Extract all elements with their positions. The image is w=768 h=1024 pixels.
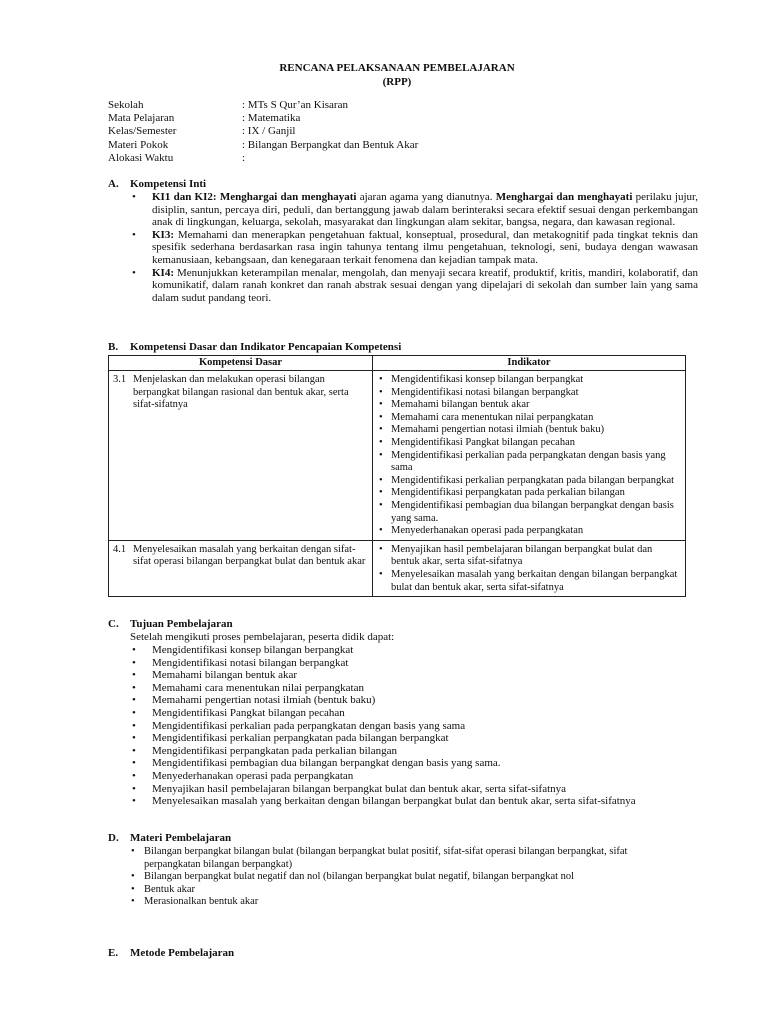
list-item: • Mengidentifikasi perkalian pada perpangkatan dengan basis yang sama [130, 720, 686, 733]
ki-text: Menunjukkan keterampilan menalar, mengolah, dan menyaji secara kreatif, produktif, kritis, mandiri, kolaboratif, dan komunikatif, dalam ranah konkret dan ranah abstrak sesuai dengan yang dipelajari di sekolah dan sumber lain yang sama dalam sudut pandang teori. [152, 266, 698, 304]
section-a-heading [108, 178, 206, 191]
list-item: • Bentuk akar [130, 884, 686, 897]
list-item: • Menyederhanakan operasi pada perpangkatan [377, 525, 682, 538]
section-title: Metode Pembelajaran [130, 947, 235, 959]
table-header-row [109, 356, 686, 371]
list-item: • Mengidentifikasi perkalian perpangkatan pada bilangan berpangkat [377, 475, 682, 488]
indikator-cell [373, 371, 686, 541]
list-item: • Mengidentifikasi perkalian perpangkatan pada bilangan berpangkat [130, 732, 686, 745]
info-label: Sekolah [108, 99, 144, 111]
list-item: • Mengidentifikasi notasi bilangan berpangkat [130, 657, 686, 670]
list-item: • Menyajikan hasil pembelajaran bilangan berpangkat bulat dan bentuk akar, serta sifat-sifatnya [377, 544, 682, 569]
list-item: • Memahami cara menentukan nilai perpangkatan [130, 682, 686, 695]
list-item: • Mengidentifikasi konsep bilangan berpangkat [130, 644, 686, 657]
section-letter: D. [108, 832, 119, 844]
kd-indikator-table [108, 355, 686, 597]
table-row [109, 540, 686, 596]
ki-emphasis: Menghargai dan menghayati [495, 191, 633, 203]
section-e-heading [108, 947, 234, 960]
column-header-kd: Kompetensi Dasar [109, 356, 373, 371]
bullet-icon: • [132, 266, 136, 279]
info-value: : [242, 151, 246, 164]
document-title [108, 61, 686, 89]
kd-text: Menyelesaikan masalah yang berkaitan dengan sifat-sifat operasi bilangan berpangkat bulat dan bentuk akar [133, 543, 366, 568]
kd-number: 4.1 [113, 543, 127, 555]
info-row [108, 125, 686, 138]
info-row [108, 112, 686, 125]
list-item: • Merasionalkan bentuk akar [130, 896, 686, 909]
ki-item-1-2 [130, 191, 698, 229]
section-letter: E. [108, 947, 119, 959]
kd-cell [109, 371, 373, 541]
list-item: • Mengidentifikasi konsep bilangan berpangkat [377, 374, 682, 387]
section-title: Tujuan Pembelajaran [130, 618, 233, 630]
section-letter: C. [108, 618, 119, 630]
section-title: Kompetensi Inti [130, 178, 207, 190]
info-value: : MTs S Qur’an Kisaran [242, 99, 348, 111]
list-item: • Menyajikan hasil pembelajaran bilangan berpangkat bulat dan bentuk akar, serta sifat-sifatnya [130, 783, 686, 796]
list-item: • Memahami pengertian notasi ilmiah (bentuk baku) [130, 694, 686, 707]
list-item: • Memahami pengertian notasi ilmiah (bentuk baku) [377, 424, 682, 437]
bullet-icon: • [132, 191, 136, 203]
tujuan-list [130, 644, 686, 808]
bullet-icon: • [132, 228, 136, 241]
list-item: • Mengidentifikasi perpangkatan pada perkalian bilangan [377, 487, 682, 500]
list-item: • Menyederhanakan operasi pada perpangkatan [130, 770, 686, 783]
kompetensi-inti-list [130, 191, 698, 304]
list-item: • Mengidentifikasi pembagian dua bilangan berpangkat dengan basis yang sama. [377, 500, 682, 525]
indikator-list [377, 544, 682, 594]
ki-item-4 [130, 267, 698, 305]
list-item: • Bilangan berpangkat bilangan bulat (bilangan berpangkat bulat positif, sifat-sifat operasi bilangan berpangkat, sifat perpangkatan bilangan berpangkat) [130, 846, 686, 871]
materi-list [130, 846, 686, 909]
ki-text: Memahami dan menerapkan pengetahuan faktual, konseptual, prosedural, dan metakognitif pada tingkat teknis dan spesifik sederhana berdasarkan rasa ingin tahunya tentang ilmu pengetahuan, teknologi, seni, budaya dengan wawasan kemanusiaan, kebangsaan, dan kenegaraan terkait fenomena dan kejadian tampak mata. [152, 228, 698, 266]
info-row [108, 139, 686, 152]
kd-cell [109, 540, 373, 596]
info-label: Kelas/Semester [108, 125, 177, 138]
list-item: • Mengidentifikasi perpangkatan pada perkalian bilangan [130, 745, 686, 758]
ki-lead: KI4: [152, 266, 174, 279]
kd-number: 3.1 [113, 374, 127, 385]
ki-emphasis: Menghargai dan menghayati [219, 191, 357, 203]
info-row [108, 99, 686, 112]
title-line-1: RENCANA PELAKSANAAN PEMBELAJARAN [279, 62, 515, 74]
info-row [108, 152, 686, 165]
ki-lead: KI3: [152, 228, 174, 241]
info-value: : Bilangan Berpangkat dan Bentuk Akar [242, 138, 419, 151]
list-item: • Memahami bilangan bentuk akar [377, 399, 682, 412]
section-title: Kompetensi Dasar dan Indikator Pencapaian Kompetensi [130, 341, 402, 353]
list-item: • Mengidentifikasi Pangkat bilangan pecahan [130, 707, 686, 720]
ki-text: perilaku jujur, disiplin, santun, percaya diri, peduli, dan bertanggung jawab dalam berinteraksi secara efektif sesuai dengan perkembangan anak di lingkungan, keluarga, sekolah, masyarakat dan lingkungan alam sekitar, bangsa, negara, dan kawasan regional. [152, 191, 699, 229]
info-label: Alokasi Waktu [108, 151, 174, 164]
list-item: • Mengidentifikasi notasi bilangan berpangkat [377, 387, 682, 400]
section-title: Materi Pembelajaran [130, 832, 232, 844]
identity-table [108, 99, 686, 165]
section-letter: A. [108, 178, 119, 190]
column-header-indikator: Indikator [373, 356, 686, 371]
section-letter: B. [108, 341, 119, 353]
section-c-intro: Setelah mengikuti proses pembelajaran, peserta didik dapat: [130, 631, 395, 643]
info-label: Mata Pelajaran [108, 112, 175, 125]
info-value: : Matematika [242, 112, 301, 125]
info-label: Materi Pokok [108, 138, 169, 151]
section-d-heading [108, 832, 231, 845]
list-item: • Mengidentifikasi perkalian pada perpangkatan dengan basis yang sama [377, 450, 682, 475]
list-item: • Memahami cara menentukan nilai perpangkatan [377, 412, 682, 425]
section-b-heading [108, 341, 401, 354]
section-c-heading [108, 618, 233, 631]
indikator-cell [373, 540, 686, 596]
list-item: • Mengidentifikasi Pangkat bilangan pecahan [377, 437, 682, 450]
list-item: • Menyelesaikan masalah yang berkaitan dengan bilangan berpangkat bulat dan bentuk akar, serta sifat-sifatnya [377, 569, 682, 594]
list-item: • Mengidentifikasi pembagian dua bilangan berpangkat dengan basis yang sama. [130, 757, 686, 770]
ki-text: ajaran agama yang dianutnya. [356, 191, 496, 203]
ki-lead: KI1 dan KI2: [152, 191, 217, 203]
ki-item-3 [130, 229, 698, 267]
list-item: • Memahami bilangan bentuk akar [130, 669, 686, 682]
table-row [109, 371, 686, 541]
info-value: : IX / Ganjil [242, 125, 296, 138]
list-item: • Menyelesaikan masalah yang berkaitan dengan bilangan berpangkat bulat dan bentuk akar, serta sifat-sifatnya [130, 795, 686, 808]
title-line-2: (RPP) [382, 76, 412, 88]
indikator-list [377, 374, 682, 538]
kd-text: Menjelaskan dan melakukan operasi bilangan berpangkat bilangan rasional dan bentuk akar, serta sifat-sifatnya [133, 374, 349, 411]
list-item: • Bilangan berpangkat bulat negatif dan nol (bilangan berpangkat bulat negatif, bilangan berpangkat nol [130, 871, 686, 884]
